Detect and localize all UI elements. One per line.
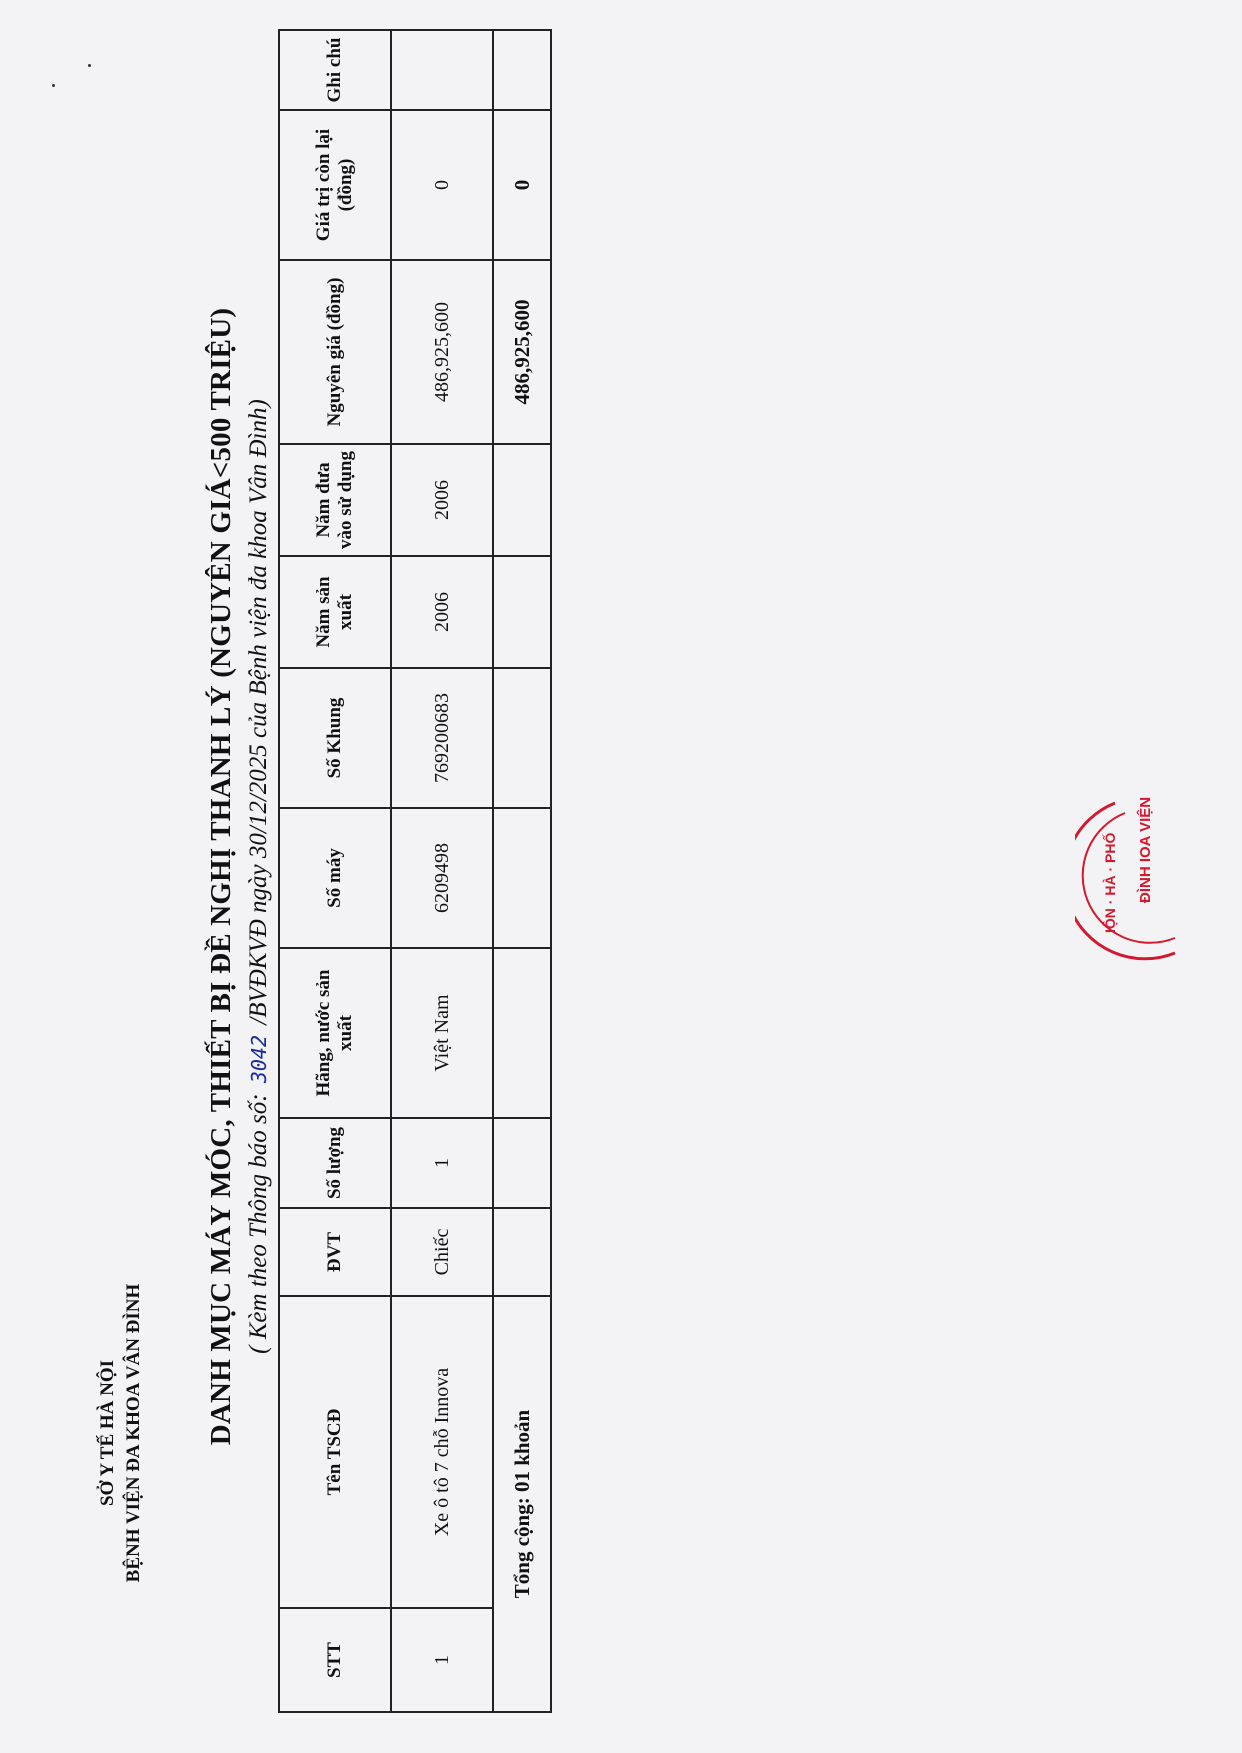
col-header: Giá trị còn lại (đồng): [279, 110, 391, 260]
document-subtitle: [245, 0, 273, 1753]
col-header: Hãng, nước sản xuất: [279, 948, 391, 1118]
col-header: Tên TSCĐ: [279, 1296, 391, 1608]
table-cell: [493, 30, 551, 110]
organization-header: [95, 1273, 147, 1593]
col-header: STT: [279, 1608, 391, 1712]
table-cell: 1: [391, 1118, 493, 1208]
table-cell: [493, 668, 551, 808]
table-cell: 2006: [391, 444, 493, 556]
table-cell: 0: [391, 110, 493, 260]
official-stamp-seal: [1075, 793, 1185, 973]
subtitle-suffix: /BVĐKVĐ ngày 30/12/2025 của Bệnh viện đa khoa Vân Đình): [245, 399, 272, 1025]
stamp-ring-outer: [1075, 803, 1175, 959]
document-title: DANH MỤC MÁY MÓC, THIẾT BỊ ĐỀ NGHỊ THANH LÝ (NGUYÊN GIÁ<500 TRIỆU): [205, 307, 237, 1446]
stamp-text: ĐÌNH IOA VIỆN: [1137, 796, 1154, 903]
col-header: ĐVT: [279, 1208, 391, 1296]
table-cell: [493, 444, 551, 556]
org-parent: SỞ Y TẾ HÀ NỘI: [97, 1359, 118, 1507]
org-name: BỆNH VIỆN ĐA KHOA VÂN ĐÌNH: [123, 1283, 144, 1583]
total-remaining-value: 0: [493, 110, 551, 260]
col-header: Năm đưa vào sử dụng: [279, 444, 391, 556]
subtitle-prefix: ( Kèm theo Thông báo số:: [245, 1093, 272, 1354]
table-cell: Chiếc: [391, 1208, 493, 1296]
table-cell: [493, 556, 551, 668]
table-cell: Xe ô tô 7 chỗ Innova: [391, 1296, 493, 1608]
col-header: Ghi chú: [279, 30, 391, 110]
total-label: Tổng cộng: 01 khoản: [493, 1296, 551, 1712]
col-header: Nguyên giá (đồng): [279, 260, 391, 444]
asset-table: [278, 29, 552, 1713]
handwritten-notice-number: 3042: [247, 1035, 271, 1084]
table-cell: 486,925,600: [391, 260, 493, 444]
table-cell: [493, 808, 551, 948]
table-header-row: [279, 30, 391, 1712]
table-cell: [391, 30, 493, 110]
table-row: [391, 30, 493, 1712]
table-cell: 1: [391, 1608, 493, 1712]
table-cell: [493, 948, 551, 1118]
table-cell: [493, 1208, 551, 1296]
stamp-text: IỘN · HÀ · PHỐ: [1102, 832, 1118, 933]
table-cell: 2006: [391, 556, 493, 668]
total-row: [493, 30, 551, 1712]
table-cell: Việt Nam: [391, 948, 493, 1118]
col-header: Năm sản xuất: [279, 556, 391, 668]
col-header: Số lượng: [279, 1118, 391, 1208]
col-header: Số Khung: [279, 668, 391, 808]
table-cell: 769200683: [391, 668, 493, 808]
col-header: Số máy: [279, 808, 391, 948]
table-cell: [493, 1118, 551, 1208]
table-cell: 6209498: [391, 808, 493, 948]
total-original-value: 486,925,600: [493, 260, 551, 444]
stamp-ring-inner: [1083, 813, 1175, 943]
